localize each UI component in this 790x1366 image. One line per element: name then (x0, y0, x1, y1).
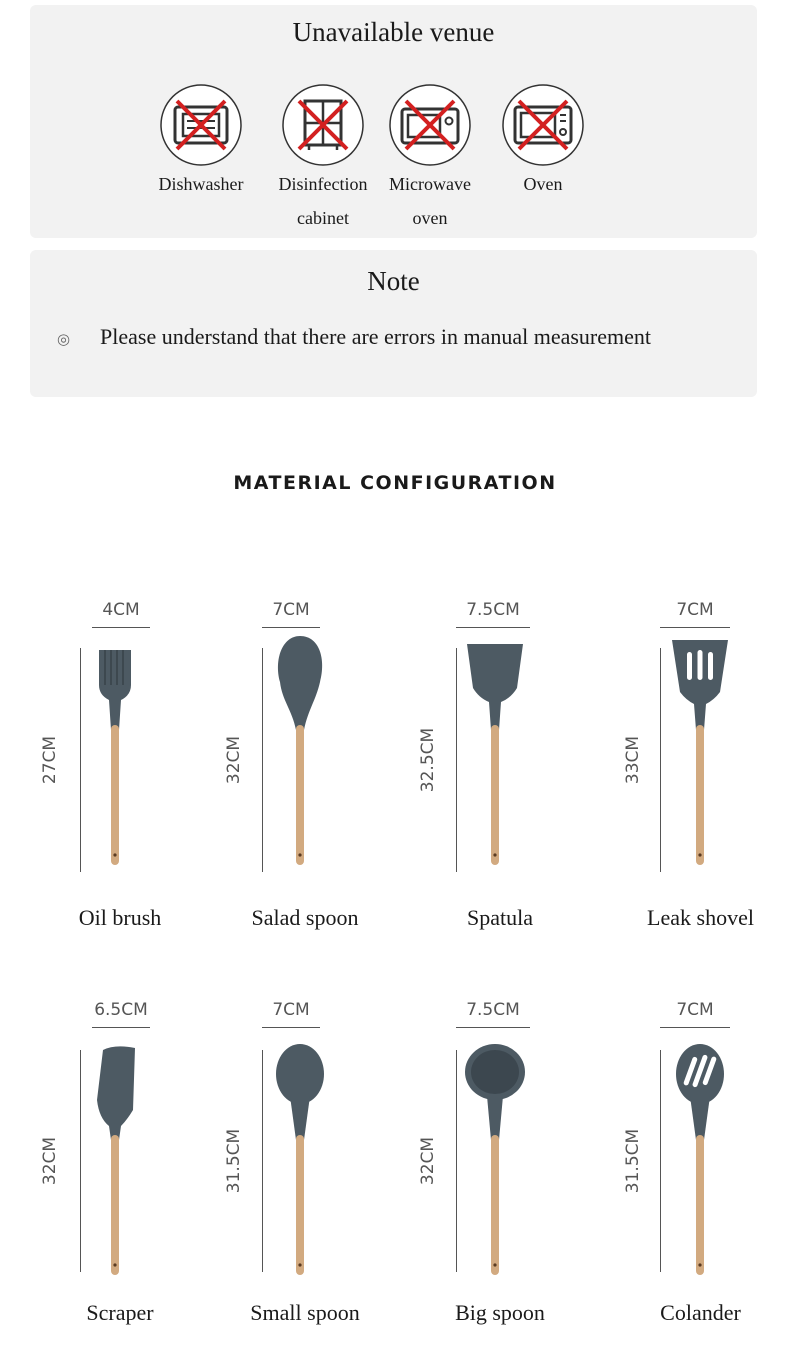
ladle-utensil-image (455, 1040, 535, 1280)
venue-label-disinfection-cabinet: Disinfection cabinet (278, 174, 368, 228)
unavailable-venue-panel (30, 5, 757, 238)
utensil-name: Colander (660, 1300, 741, 1325)
utensil-name: Oil brush (78, 905, 162, 930)
venue-item-disinfection-cabinet (263, 83, 383, 235)
note-title: Note (367, 266, 420, 296)
spoon-utensil-image (260, 1040, 340, 1280)
width-label: 6.5CM (94, 1000, 148, 1020)
length-label: 31.5CM (224, 1128, 244, 1194)
width-label: 7CM (676, 600, 714, 620)
width-dimension-line (660, 1027, 730, 1028)
length-label: 32CM (40, 1136, 60, 1186)
brush-utensil-image (75, 630, 155, 870)
width-label: 7.5CM (466, 1000, 520, 1020)
utensil-name: Small spoon (250, 1300, 360, 1325)
width-label: 7CM (676, 1000, 714, 1020)
length-label: 32.5CM (418, 727, 438, 793)
utensil-name: Salad spoon (251, 905, 359, 930)
note-panel (30, 250, 757, 397)
dishwasher-crossed-icon (159, 83, 243, 167)
width-dimension-line (262, 627, 320, 628)
utensil-name: Big spoon (455, 1300, 545, 1325)
spatula-utensil-image (455, 630, 535, 870)
venue-label-oven: Oven (523, 174, 563, 194)
width-label: 7CM (272, 1000, 310, 1020)
width-label: 7CM (272, 600, 310, 620)
venue-title: Unavailable venue (292, 17, 495, 47)
length-label: 32CM (418, 1136, 438, 1186)
venue-item-oven (483, 83, 603, 201)
venue-item-dishwasher (141, 83, 261, 201)
width-label: 7.5CM (466, 600, 520, 620)
venue-item-microwave (370, 83, 490, 235)
utensil-name: Leak shovel (647, 905, 754, 930)
utensil-name: Spatula (467, 905, 533, 930)
bullet-icon: ◎ (57, 332, 71, 348)
section-title: MATERIAL CONFIGURATION (233, 472, 557, 494)
slotted-utensil-image (660, 630, 740, 870)
disinfection-cabinet-crossed-icon (281, 83, 365, 167)
venue-label-dishwasher: Dishwasher (158, 174, 244, 194)
width-dimension-line (92, 627, 150, 628)
colander-utensil-image (660, 1040, 740, 1280)
width-dimension-line (456, 1027, 530, 1028)
oven-crossed-icon (501, 83, 585, 167)
length-label: 33CM (623, 735, 643, 785)
length-label: 32CM (224, 735, 244, 785)
microwave-crossed-icon (388, 83, 472, 167)
note-text: Please understand that there are errors in manual measurement (100, 324, 651, 349)
width-dimension-line (660, 627, 730, 628)
utensil-name: Scraper (86, 1300, 154, 1325)
width-dimension-line (456, 627, 530, 628)
width-label: 4CM (102, 600, 140, 620)
scraper-utensil-image (75, 1040, 155, 1280)
length-label: 27CM (40, 735, 60, 785)
salad-utensil-image (260, 630, 340, 870)
venue-label-microwave: Microwave oven (389, 174, 471, 228)
length-label: 31.5CM (623, 1128, 643, 1194)
width-dimension-line (92, 1027, 150, 1028)
width-dimension-line (262, 1027, 320, 1028)
